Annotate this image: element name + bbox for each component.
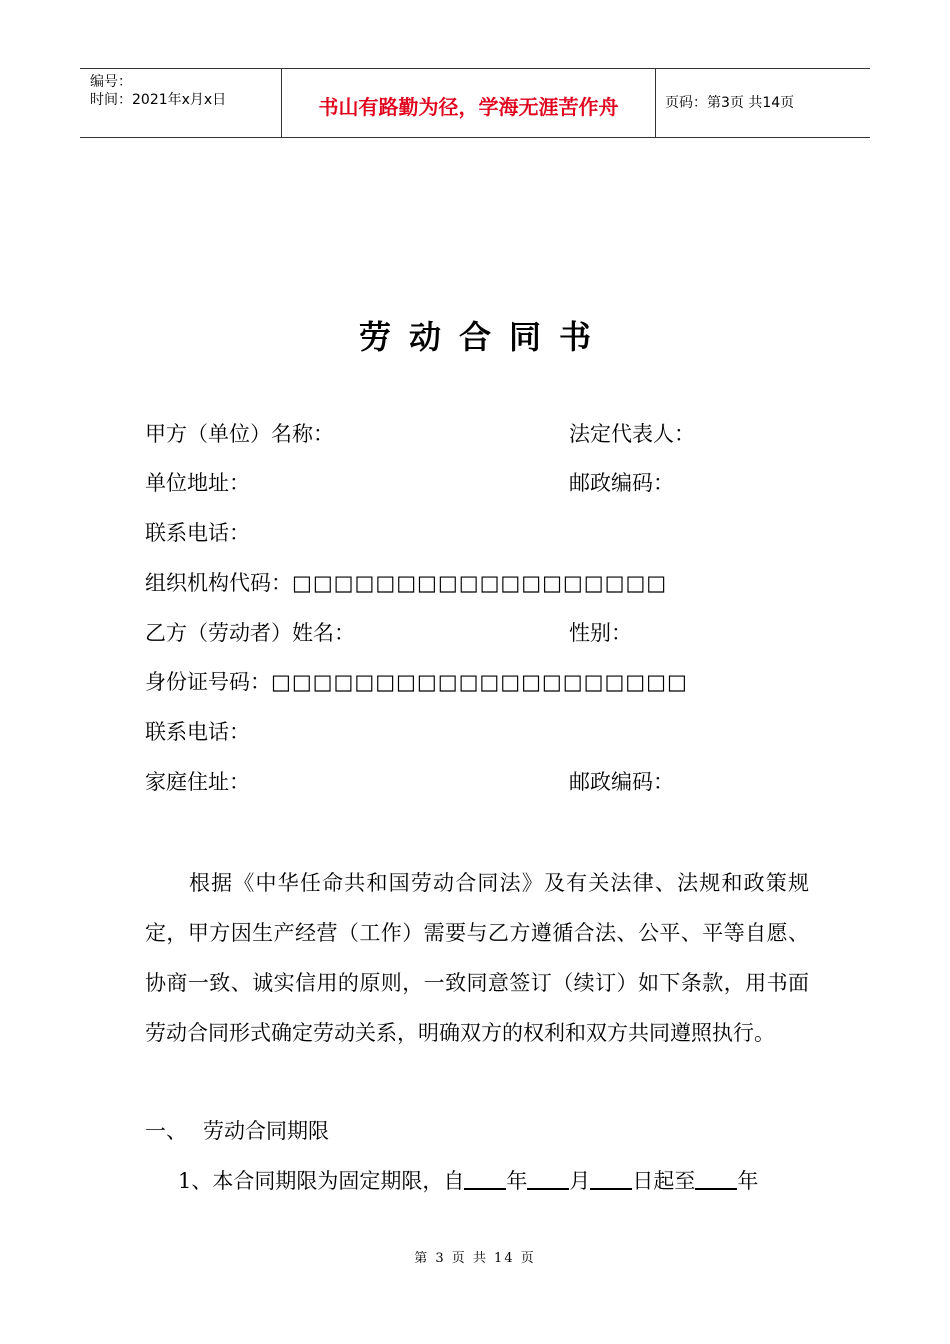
end-year-label: 年 [737,1169,759,1193]
header-motto: 书山有路勤为径，学海无涯苦作舟 [318,95,619,119]
preamble-paragraph: 根据《中华任命共和国劳动合同法》及有关法律、法规和政策规定，甲方因生产经营（工作）需要与乙方遵循合法、公平、平等自愿、协商一致、诚实信用的原则，一致同意签订（续订）如下条款，用书面劳动合同形式确定劳动关系，明确双方的权利和双方共同遵照执行。 [145,871,809,1045]
party-b-home-address-label: 家庭住址： [145,770,250,794]
document-date-label: 时间：2021年x月x日 [90,92,227,108]
end-year-blank [695,1170,737,1190]
party-a-name-label: 甲方（单位）名称： [145,422,334,446]
header-motto-cell [281,69,656,137]
page-footer: 第 3 页 共 14 页 [414,1251,536,1266]
party-b-phone-label: 联系电话： [145,720,250,744]
day-blank [590,1170,632,1190]
day-from-label: 日起至 [632,1169,696,1193]
header-meta-cell [80,69,281,137]
org-code-label: 组织机构代码： [145,571,292,595]
org-code-row [145,569,667,597]
document-title: 劳动合同书 [358,318,609,356]
document-header [80,68,870,138]
party-b-gender-label: 性别： [569,621,632,645]
id-number-boxes: □□□□□□□□□□□□□□□□□□□□ [271,670,688,694]
section-title: 劳动合同期限 [203,1119,329,1143]
header-page-label: 页码：第3页 共14页 [665,95,795,111]
section-number: 一、 [145,1119,187,1143]
header-page-cell [655,69,870,137]
year-label: 年 [506,1169,528,1193]
party-b-postcode-label: 邮政编码： [569,770,674,794]
legal-representative-label: 法定代表人： [569,422,695,446]
party-a-postcode-label: 邮政编码： [569,471,674,495]
document-number-label: 编号： [90,74,132,90]
org-code-boxes: □□□□□□□□□□□□□□□□□□ [292,571,668,595]
month-blank [527,1170,569,1190]
party-a-address-label: 单位地址： [145,471,250,495]
party-a-phone-label: 联系电话： [145,521,250,545]
clause-1 [178,1166,758,1196]
year-blank [464,1170,506,1190]
id-number-row [145,668,688,696]
clause-1-text: 1、本合同期限为固定期限，自 [178,1169,465,1193]
id-number-label: 身份证号码： [145,670,271,694]
month-label: 月 [569,1169,591,1193]
section-heading [145,1116,329,1146]
party-b-name-label: 乙方（劳动者）姓名： [145,621,355,645]
